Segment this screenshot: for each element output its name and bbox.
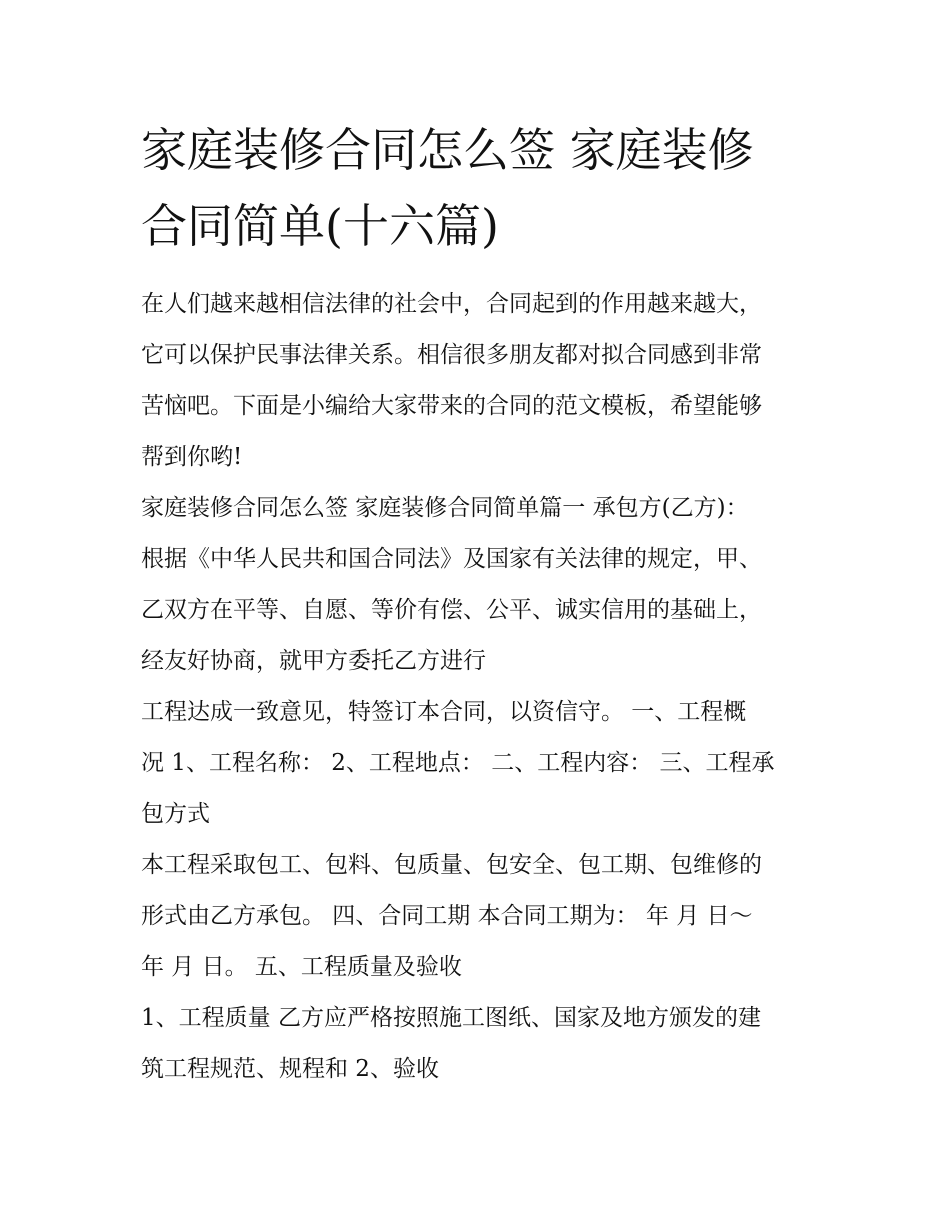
text-line: 本工程采取包工、包料、包质量、包安全、包工期、包维修的 [141, 852, 762, 878]
document-title [141, 112, 816, 264]
text-line: 苦恼吧。下面是小编给大家带来的合同的范文模板，希望能够 [141, 393, 762, 419]
document-content [141, 112, 816, 1095]
paragraph-intro [141, 279, 816, 483]
text-line: 它可以保护民事法律关系。相信很多朋友都对拟合同感到非常 [141, 342, 762, 368]
document-body [141, 279, 816, 1095]
text-line: 根据《中华人民共和国合同法》及国家有关法律的规定，甲、 [141, 546, 762, 572]
paragraph-contract-parties [141, 483, 816, 687]
text-line: 家庭装修合同怎么签 家庭装修合同简单篇一 承包方(乙方)： [141, 495, 749, 521]
text-line: 帮到你哟! [141, 444, 243, 470]
text-line: 年 月 日。 五、工程质量及验收 [141, 954, 462, 980]
text-line: 包方式 [141, 801, 210, 827]
title-line: 合同简单(十六篇) [141, 199, 499, 253]
text-line: 况 1、工程名称： 2、工程地点： 二、工程内容： 三、工程承 [141, 750, 775, 776]
text-line: 1、工程质量 乙方应严格按照施工图纸、国家及地方颁发的建 [141, 1005, 761, 1031]
paragraph-contract-period [141, 840, 816, 993]
paragraph-quality [141, 993, 816, 1095]
text-line: 筑工程规范、规程和 2、验收 [141, 1056, 439, 1082]
text-line: 在人们越来越相信法律的社会中，合同起到的作用越来越大， [141, 291, 762, 317]
text-line: 工程达成一致意见，特签订本合同，以资信守。 一、工程概 [141, 699, 747, 725]
text-line: 乙双方在平等、自愿、等价有偿、公平、诚实信用的基础上， [141, 597, 762, 623]
text-line: 经友好协商，就甲方委托乙方进行 [141, 648, 486, 674]
text-line: 形式由乙方承包。 四、合同工期 本合同工期为： 年 月 日～ [141, 903, 753, 929]
title-line: 家庭装修合同怎么签 家庭装修 [141, 123, 754, 177]
paragraph-project-overview [141, 687, 816, 840]
